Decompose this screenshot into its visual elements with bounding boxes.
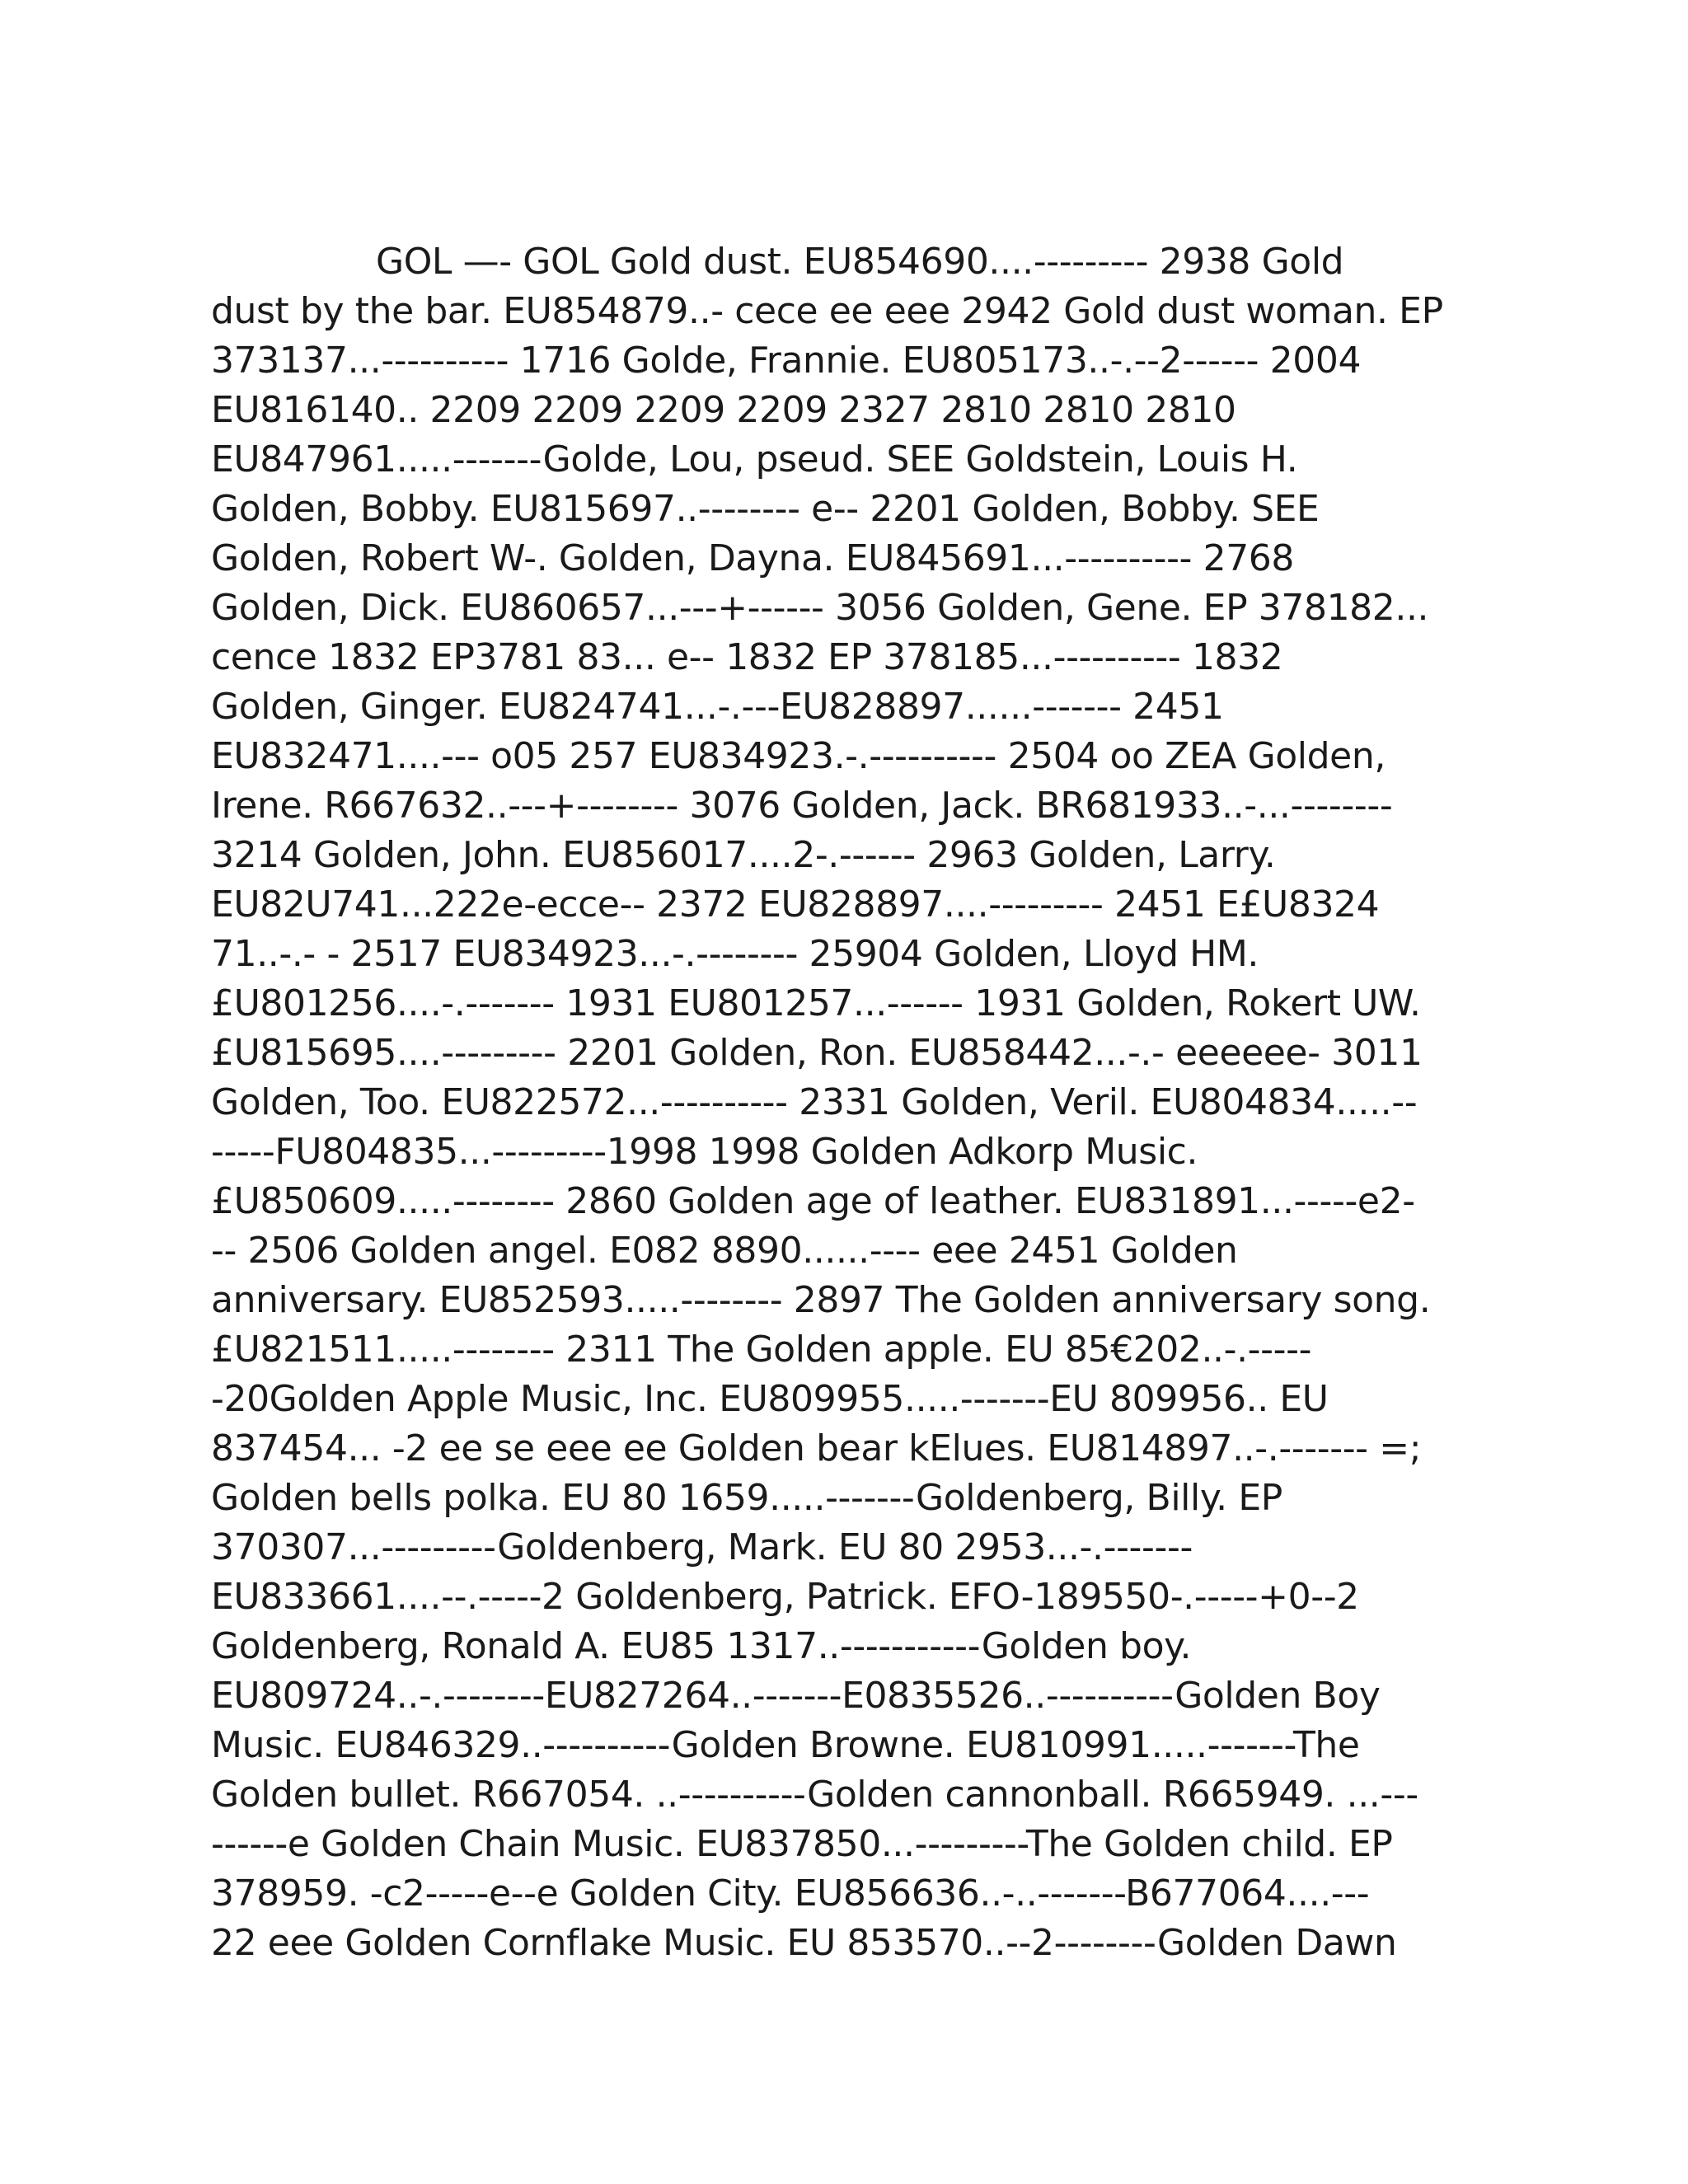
text-line: Golden bells polka. EU 80 1659.....-------Goldenberg, Billy. EP — [211, 1477, 1282, 1519]
text-line: £U801256....-.------- 1931 EU801257...------ 1931 Golden, Rokert UW. — [211, 982, 1421, 1024]
text-line: Golden bullet. R667054. ..----------Golden cannonball. R665949. ...--- — [211, 1774, 1418, 1816]
text-line: £U821511.....-------- 2311 The Golden apple. EU 85€202..-.----- — [211, 1329, 1312, 1371]
text-line: GOL —- GOL Gold dust. EU854690....--------- 2938 Gold — [376, 241, 1344, 283]
text-line: EU809724..-.--------EU827264..-------E0835526..----------Golden Boy — [211, 1675, 1381, 1717]
text-line: Golden, Too. EU822572...---------- 2331 Golden, Veril. EU804834.....-- — [211, 1081, 1418, 1123]
text-line: 370307...---------Goldenberg, Mark. EU 80 2953...-.------- — [211, 1526, 1193, 1568]
text-line: 3214 Golden, John. EU856017....2-.------ 2963 Golden, Larry. — [211, 834, 1276, 876]
text-line: Music. EU846329..----------Golden Browne. EU810991.....-------The — [211, 1724, 1360, 1766]
text-line: 71..-.- - 2517 EU834923...-.-------- 25904 Golden, Lloyd HM. — [211, 933, 1259, 975]
text-line: Golden, Dick. EU860657...---+------ 3056 Golden, Gene. EP 378182... — [211, 587, 1429, 629]
text-line: 837454... -2 ee se eee ee Golden bear kElues. EU814897..-.------- =; — [211, 1427, 1422, 1469]
text-line: Goldenberg, Ronald A. EU85 1317..-----------Golden boy. — [211, 1625, 1192, 1667]
text-line: anniversary. EU852593.....-------- 2897 The Golden anniversary song. — [211, 1279, 1431, 1321]
text-line: Golden, Ginger. EU824741...-.---EU828897......------- 2451 — [211, 686, 1224, 728]
text-line: 378959. -c2-----e--e Golden City. EU856636..-..-------B677064....--- — [211, 1872, 1370, 1915]
index-text-block — [211, 237, 1480, 1968]
text-line: £U850609.....-------- 2860 Golden age of leather. EU831891...-----e2- — [211, 1180, 1415, 1222]
text-line: 373137...---------- 1716 Golde, Frannie. EU805173..-.--2------ 2004 — [211, 340, 1362, 382]
text-line: EU82U741...222e-ecce-- 2372 EU828897....--------- 2451 E£U8324 — [211, 883, 1380, 926]
text-line: EU816140.. 2209 2209 2209 2209 2327 2810 2810 2810 — [211, 389, 1236, 431]
text-line: £U815695....--------- 2201 Golden, Ron. EU858442...-.- eeeeee- 3011 — [211, 1032, 1423, 1074]
text-line: ------e Golden Chain Music. EU837850...---------The Golden child. EP — [211, 1823, 1393, 1865]
text-line: 22 eee Golden Cornflake Music. EU 853570..--2--------Golden Dawn — [211, 1922, 1397, 1964]
text-line: -20Golden Apple Music, Inc. EU809955.....-------EU 809956.. EU — [211, 1378, 1329, 1420]
text-line: -----FU804835...---------1998 1998 Golden Adkorp Music. — [211, 1131, 1198, 1173]
text-line: cence 1832 EP3781 83... e-- 1832 EP 378185...---------- 1832 — [211, 636, 1283, 678]
text-line: -- 2506 Golden angel. E082 8890......---- eee 2451 Golden — [211, 1230, 1238, 1272]
text-line: EU847961.....-------Golde, Lou, pseud. SEE Goldstein, Louis H. — [211, 438, 1298, 480]
text-line: Golden, Robert W-. Golden, Dayna. EU845691...---------- 2768 — [211, 537, 1294, 579]
text-line: dust by the bar. EU854879..- cece ee eee 2942 Gold dust woman. EP — [211, 290, 1443, 332]
text-line: Golden, Bobby. EU815697..-------- e-- 2201 Golden, Bobby. SEE — [211, 488, 1320, 530]
text-line: EU833661....--.-----2 Goldenberg, Patrick. EFO-189550-.-----+0--2 — [211, 1576, 1359, 1618]
text-line: EU832471....--- o05 257 EU834923.-.---------- 2504 oo ZEA Golden, — [211, 735, 1386, 777]
text-line: Irene. R667632..---+-------- 3076 Golden, Jack. BR681933..-...-------- — [211, 785, 1393, 827]
